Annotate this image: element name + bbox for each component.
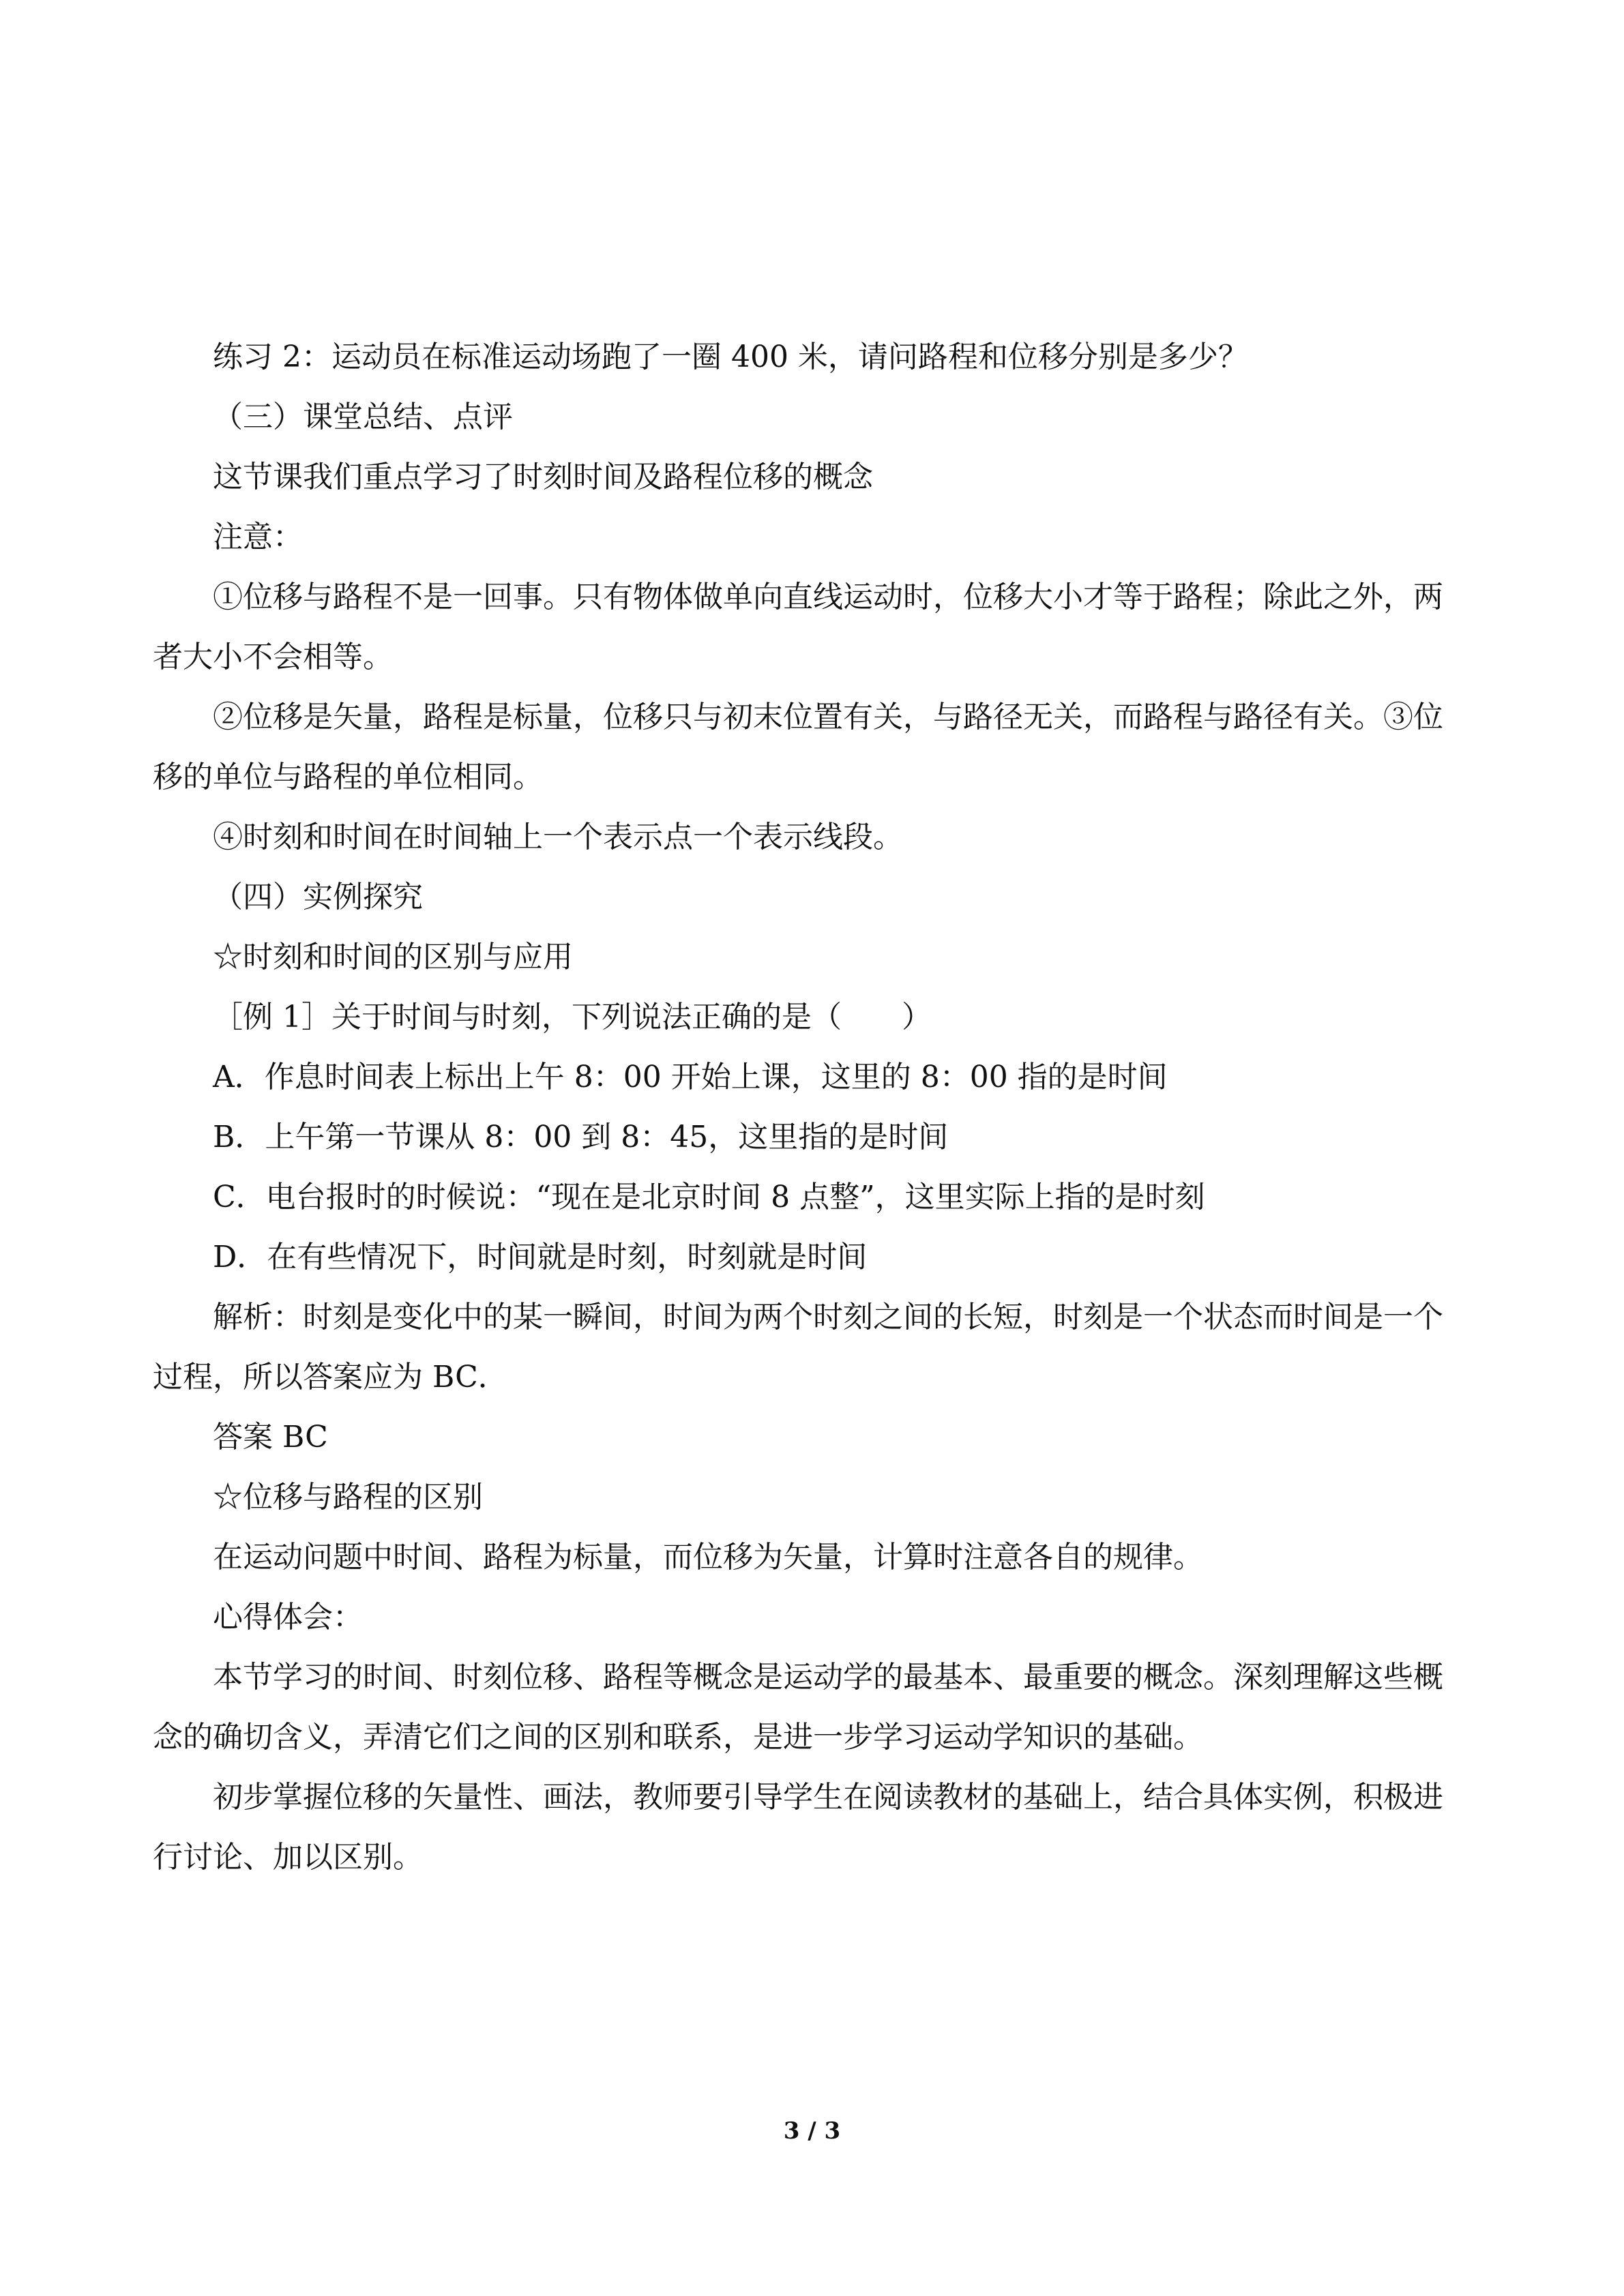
- analysis-text: 解析：时刻是变化中的某一瞬间，时间为两个时刻之间的长短，时刻是一个状态而时间是一个过程，所以答案应为 BC．: [153, 1300, 1443, 1395]
- topic-time-heading: ☆时刻和时间的区别与应用: [213, 940, 573, 974]
- option-d: D．在有些情况下，时间就是时刻，时刻就是时间: [213, 1240, 868, 1274]
- page-number: 3 / 3: [783, 2117, 841, 2145]
- exercise-2-text: 练习 2：运动员在标准运动场跑了一圈 400 米，请问路程和位移分别是多少？: [213, 340, 1248, 374]
- option-b: B．上午第一节课从 8：00 到 8：45，这里指的是时间: [213, 1120, 949, 1154]
- section-summary-heading: （三）课堂总结、点评: [213, 400, 513, 434]
- reflection-heading: 心得体会：: [213, 1600, 363, 1635]
- topic-displacement-heading: ☆位移与路程的区别: [213, 1480, 483, 1515]
- example-1-question: ［例 1］关于时间与时刻，下列说法正确的是（ ）: [213, 1000, 932, 1034]
- document-body: [153, 327, 1473, 1888]
- note-item-2-3: ②位移是矢量，路程是标量，位移只与初末位置有关，与路径无关，而路程与路径有关。③位移的单位与路程的单位相同。: [153, 700, 1443, 794]
- note-item-1: ①位移与路程不是一回事。只有物体做单向直线运动时，位移大小才等于路程；除此之外，两者大小不会相等。: [153, 580, 1443, 674]
- option-c: C．电台报时的时候说：“现在是北京时间 8 点整”，这里实际上指的是时刻: [213, 1180, 1205, 1214]
- section-examples-heading: （四）实例探究: [213, 880, 423, 914]
- reflection-paragraph-1: 本节学习的时间、时刻位移、路程等概念是运动学的最基本、最重要的概念。深刻理解这些概念的确切含义，弄清它们之间的区别和联系，是进一步学习运动学知识的基础。: [153, 1660, 1443, 1755]
- note-heading: 注意：: [213, 520, 303, 554]
- answer-text: 答案 BC: [213, 1420, 328, 1455]
- summary-text: 这节课我们重点学习了时刻时间及路程位移的概念: [213, 460, 873, 494]
- displacement-text: 在运动问题中时间、路程为标量，而位移为矢量，计算时注意各自的规律。: [213, 1540, 1203, 1575]
- reflection-paragraph-2: 初步掌握位移的矢量性、画法，教师要引导学生在阅读教材的基础上，结合具体实例，积极进行讨论、加以区别。: [153, 1780, 1443, 1875]
- option-a: A．作息时间表上标出上午 8：00 开始上课，这里的 8：00 指的是时间: [213, 1060, 1168, 1094]
- note-item-4: ④时刻和时间在时间轴上一个表示点一个表示线段。: [213, 820, 903, 854]
